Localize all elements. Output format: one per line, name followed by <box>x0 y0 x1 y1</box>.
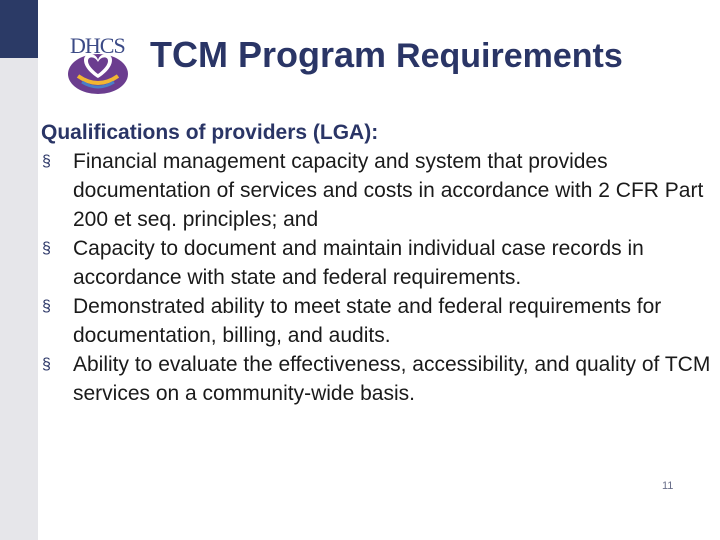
list-item <box>41 292 717 350</box>
list-item-text: Ability to evaluate the effectiveness, accessibility, and quality of TCM services on a community-wide basis. <box>73 353 711 405</box>
main-content <box>41 118 717 408</box>
list-item-text: Capacity to document and maintain individual case records in accordance with state and federal requirements. <box>73 237 644 289</box>
list-item <box>41 147 717 234</box>
bullet-icon: § <box>42 240 51 257</box>
page-number: 11 <box>662 480 674 492</box>
bullet-icon: § <box>42 298 51 315</box>
title-part2: Requirements <box>396 37 623 75</box>
bullet-icon: § <box>42 356 51 373</box>
left-decorative-band <box>0 0 38 540</box>
left-band-gray-strip <box>0 58 38 540</box>
list-item-text: Demonstrated ability to meet state and federal requirements for documentation, billing, and audits. <box>73 295 662 347</box>
page-title <box>150 34 623 76</box>
left-band-dark-strip <box>0 0 38 58</box>
title-part1: TCM Program <box>150 34 387 75</box>
requirements-list <box>41 147 717 408</box>
bullet-icon: § <box>42 153 51 170</box>
list-item <box>41 234 717 292</box>
list-item-text: Financial management capacity and system that provides documentation of services and costs in accordance with 2 CFR Part 200 et seq. principles; and <box>73 150 704 231</box>
logo-text: DHCS <box>70 33 125 58</box>
section-heading: Qualifications of providers (LGA): <box>41 121 379 144</box>
list-item <box>41 350 717 408</box>
